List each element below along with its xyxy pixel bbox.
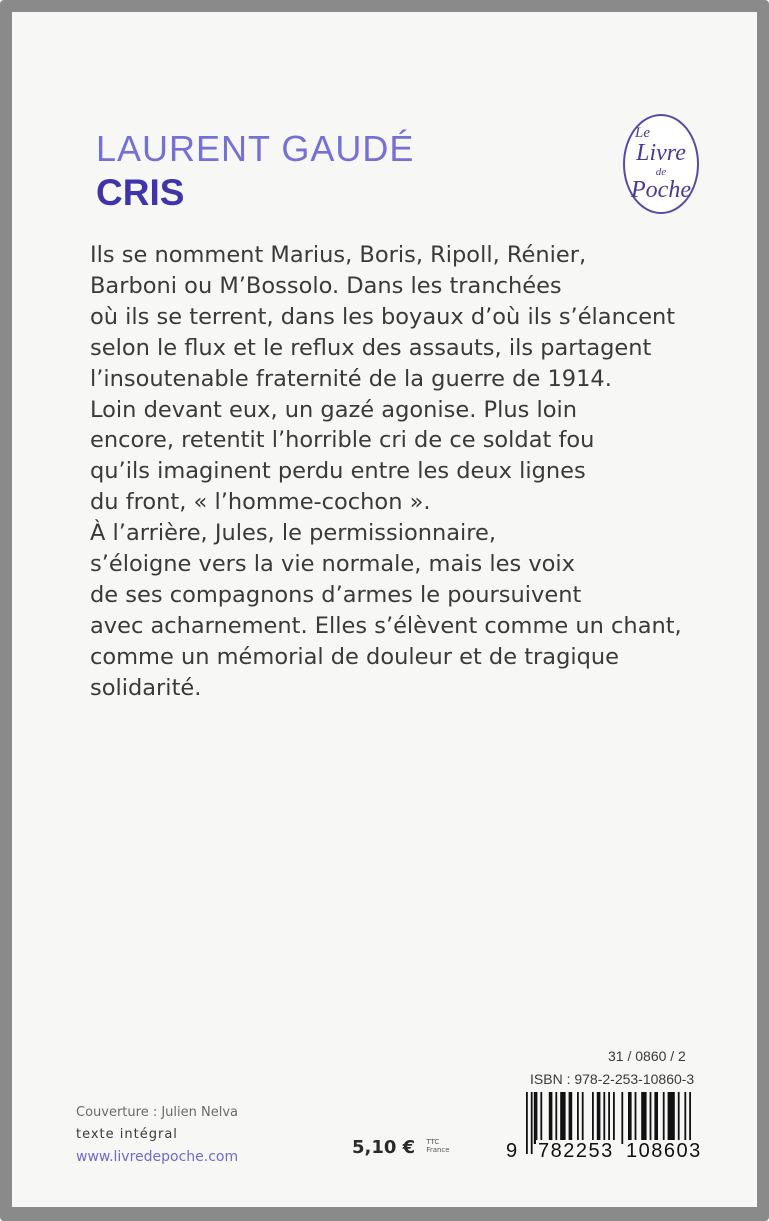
price-amount: 5,10 € xyxy=(352,1137,416,1158)
blurb-line: selon le flux et le reflux des assauts, ils partagent xyxy=(90,334,652,361)
price-block xyxy=(352,1137,450,1158)
tax-line-1: TTC xyxy=(426,1138,440,1146)
blurb-line: l’insoutenable fraternité de la guerre de 1914. xyxy=(90,365,612,392)
isbn-number: ISBN : 978-2-253-10860-3 xyxy=(530,1071,695,1087)
blurb-line: où ils se terrent, dans les boyaux d’où ils s’élancent xyxy=(90,303,676,330)
edition-note: texte intégral xyxy=(76,1127,178,1142)
barcode-bar xyxy=(549,1092,553,1144)
author-name: LAURENT GAUDÉ xyxy=(96,128,415,169)
barcode-bar xyxy=(628,1092,632,1144)
logo-line-1: Le xyxy=(635,125,650,141)
tax-line-2: France xyxy=(426,1146,450,1154)
catalog-code: 31 / 0860 / 2 xyxy=(608,1048,686,1064)
barcode-bar xyxy=(621,1092,623,1144)
barcode-first-digit: 9 xyxy=(506,1140,518,1162)
barcode-bar xyxy=(650,1092,652,1144)
barcode-bar xyxy=(577,1092,579,1144)
blurb-line: À l’arrière, Jules, le permissionnaire, xyxy=(90,520,497,547)
barcode-bar xyxy=(555,1092,557,1144)
publisher-website: www.livredepoche.com xyxy=(76,1149,239,1165)
barcode-bar xyxy=(613,1092,615,1144)
cover-credit: Couverture : Julien Nelva xyxy=(76,1105,239,1120)
logo-line-4: Poche xyxy=(631,177,691,203)
logo-line-2: Livre xyxy=(636,140,686,166)
barcode-bar xyxy=(663,1092,665,1144)
barcode-bar xyxy=(678,1092,680,1144)
blurb-line: encore, retentit l’horrible cri de ce soldat fou xyxy=(90,427,595,454)
barcode-bar xyxy=(534,1092,538,1144)
blurb-line: avec acharnement. Elles s’élèvent comme un chant, xyxy=(90,612,682,639)
barcode-digits-left: 782253 xyxy=(538,1140,614,1162)
barcode-digits-right: 108603 xyxy=(626,1140,702,1162)
blurb-line: qu’ils imaginent perdu entre les deux lignes xyxy=(90,458,586,485)
price-tax-note xyxy=(426,1138,449,1154)
barcode-bar xyxy=(603,1092,605,1144)
barcode-bar xyxy=(526,1092,528,1154)
barcode-bar xyxy=(654,1092,658,1144)
book-title: CRIS xyxy=(96,172,185,213)
barcode-bar xyxy=(560,1092,565,1144)
blurb-line: Ils se nomment Marius, Boris, Ripoll, Rénier, xyxy=(90,242,587,268)
blurb-line: de ses compagnons d’armes le poursuivent xyxy=(90,581,582,608)
barcode-bar xyxy=(668,1092,675,1144)
barcode-bar xyxy=(592,1092,594,1144)
barcode-bar xyxy=(635,1092,637,1144)
blurb-line: solidarité. xyxy=(90,674,202,701)
barcode-bar xyxy=(582,1092,584,1144)
barcode-bar xyxy=(597,1092,601,1144)
logo-line-3: de xyxy=(655,166,667,178)
publisher-logo xyxy=(623,114,699,214)
back-cover-blurb xyxy=(90,240,710,704)
barcode-bar xyxy=(641,1092,646,1144)
blurb-line: Loin devant eux, un gazé agonise. Plus loin xyxy=(90,396,578,423)
blurb-line: Barboni ou M’Bossolo. Dans les tranchées xyxy=(90,272,562,299)
ean-barcode xyxy=(500,1092,712,1168)
blurb-line: comme un mémorial de douleur et de tragique xyxy=(90,643,619,670)
barcode-bar xyxy=(540,1092,542,1144)
barcode-bar xyxy=(569,1092,573,1144)
barcode-bar xyxy=(531,1092,533,1154)
credits-block xyxy=(76,1102,238,1168)
blurb-line: s’éloigne vers la vie normale, mais les voix xyxy=(90,551,575,578)
blurb-line: du front, « l’homme-cochon ». xyxy=(90,489,431,516)
